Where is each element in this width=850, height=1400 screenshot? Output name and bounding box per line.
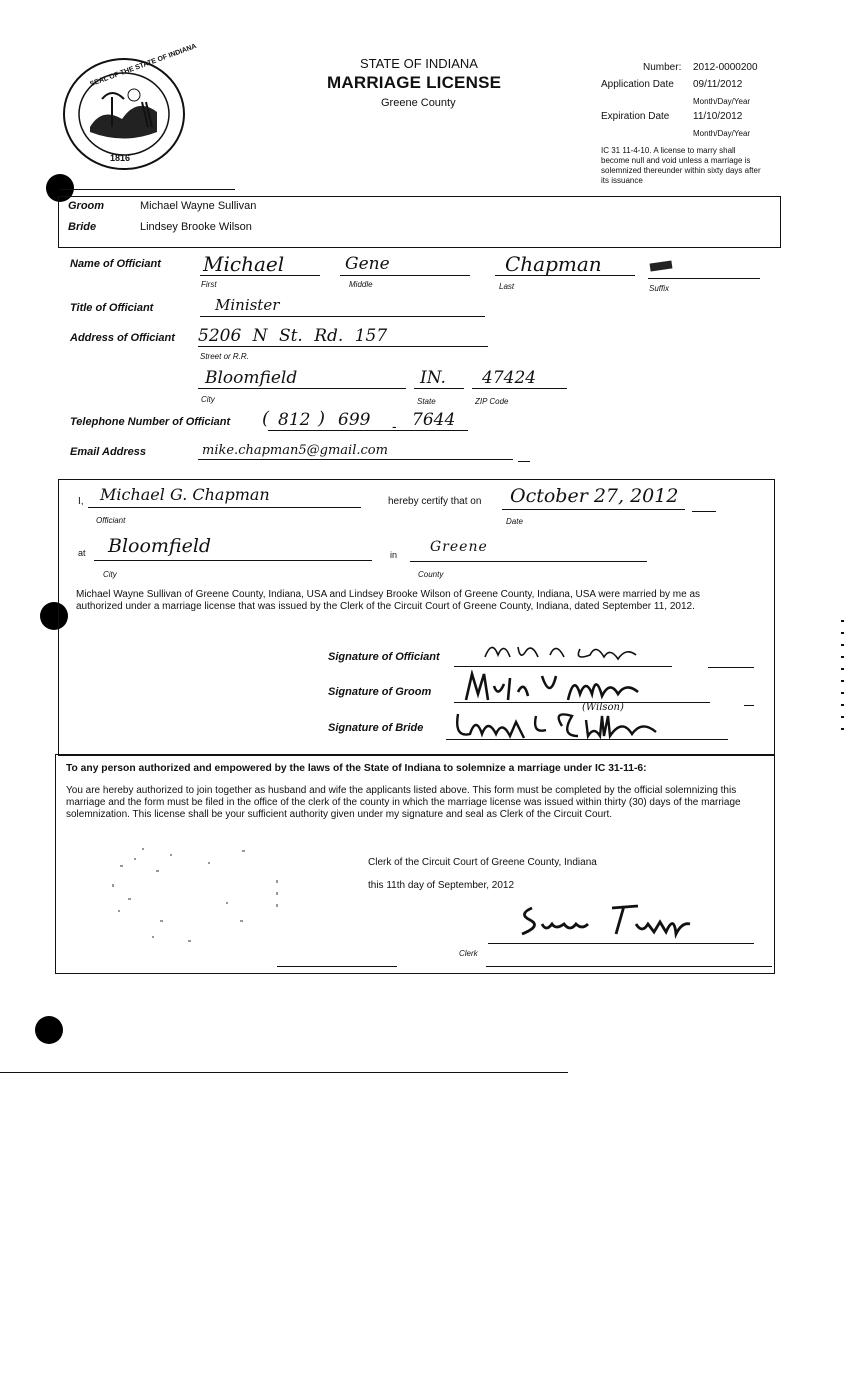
officiant-middle-name: Gene: [345, 254, 390, 274]
expiration-date: 11/10/2012: [693, 111, 743, 122]
officiant-street: 5206 N St. Rd. 157: [198, 326, 388, 346]
bride-signature: [452, 706, 667, 749]
clerk-line-2: this 11th day of September, 2012: [368, 880, 515, 891]
i-label: I,: [78, 496, 84, 507]
groom-label: Groom: [68, 200, 105, 212]
certify-text: hereby certify that on: [388, 496, 482, 507]
bride-note: (Wilson): [582, 702, 624, 713]
edge-marks: [841, 620, 844, 730]
officiant-state: IN.: [420, 368, 446, 388]
officiant-city: Bloomfield: [205, 368, 298, 388]
officiant-phone-area: 812: [278, 410, 311, 430]
state-heading: STATE OF INDIANA: [360, 56, 478, 71]
date-format-caption: Month/Day/Year: [693, 97, 751, 106]
officiant-email: mike.chapman5@gmail.com: [202, 443, 388, 458]
officiant-phone-label: Telephone Number of Officiant: [70, 416, 231, 428]
officiant-caption: Officiant: [96, 516, 126, 525]
application-date-label: Application Date: [601, 79, 674, 90]
officiant-name-label: Name of Officiant: [70, 258, 161, 270]
groom-signature-label: Signature of Groom: [328, 686, 432, 698]
page-title: MARRIAGE LICENSE: [327, 73, 502, 92]
clerk-caption: Clerk: [459, 949, 478, 958]
county-caption: County: [418, 570, 444, 579]
faint-clerk-seal: [100, 840, 300, 950]
seal-year: 1816: [110, 153, 131, 163]
in-label: in: [390, 550, 398, 560]
statute-note: IC 31 11-4-10. A license to marry shall become null and void unless a marriage is solemnized thereunder within sixty days after its issuance: [601, 146, 761, 185]
officiant-title: Minister: [215, 296, 280, 314]
officiant-first-name: Michael: [203, 252, 285, 276]
clerk-line-1: Clerk of the Circuit Court of Greene County, Indiana: [368, 857, 597, 868]
certifying-officiant: Michael G. Chapman: [100, 485, 270, 504]
phone-open-paren: (: [262, 408, 270, 429]
city-caption: City: [201, 395, 215, 404]
phone-close-paren: ): [318, 408, 326, 429]
officiant-phone-prefix: 699: [338, 410, 371, 430]
street-caption: Street or R.R.: [200, 352, 249, 361]
officiant-signature-label: Signature of Officiant: [328, 651, 440, 663]
suffix-scribble: [650, 261, 673, 272]
suffix-caption: Suffix: [649, 284, 670, 293]
seal-text: SEAL OF THE STATE OF INDIANA: [89, 42, 198, 89]
authorization-body: You are hereby authorized to join together as husband and wife the applicants listed above. This form must be completed by the official solemnizing this marriage and the form must be filed in the office of the clerk of the county in which the marriage license was issued within thirty (30) days of the marriage solemnization. This license shall be your sufficient authority given under my signature and seal as Clerk of the Circuit Court.: [66, 785, 741, 820]
bride-name: Lindsey Brooke Wilson: [140, 221, 252, 233]
middle-caption: Middle: [349, 280, 373, 289]
officiant-last-name: Chapman: [505, 252, 602, 276]
authorization-heading: To any person authorized and empowered by the laws of the State of Indiana to solemnize a marriage under IC 31-11-6:: [66, 763, 647, 774]
marriage-county: Greene: [430, 539, 488, 555]
county-heading: Greene County: [381, 97, 456, 109]
date-caption: Date: [506, 517, 523, 526]
license-number: 2012-0000200: [693, 62, 758, 73]
at-label: at: [78, 548, 86, 558]
zip-caption: ZIP Code: [475, 397, 509, 406]
city-caption: City: [103, 570, 117, 579]
application-date: 09/11/2012: [693, 79, 743, 90]
certificate-box: [58, 479, 775, 756]
bride-label: Bride: [68, 221, 97, 233]
number-label: Number:: [643, 62, 682, 73]
marriage-statement: Michael Wayne Sullivan of Greene County, Indiana, USA and Lindsey Brooke Wilson of Greene County, Indiana, USA were married by me as authorized under a marriage license that was issued by the Clerk of the Circuit Court of Greene County, Indiana, dated September 11, 2012.: [76, 589, 701, 612]
bride-signature-label: Signature of Bride: [328, 722, 424, 734]
marriage-city: Bloomfield: [108, 535, 212, 557]
punch-hole: [35, 1016, 63, 1044]
first-caption: First: [201, 280, 217, 289]
officiant-zip: 47424: [482, 368, 537, 388]
groom-name: Michael Wayne Sullivan: [140, 200, 257, 212]
officiant-address-label: Address of Officiant: [70, 332, 175, 344]
date-format-caption: Month/Day/Year: [693, 129, 751, 138]
phone-dash: -: [392, 418, 397, 434]
state-caption: State: [417, 397, 436, 406]
last-caption: Last: [499, 282, 515, 291]
marriage-date: October 27, 2012: [510, 485, 679, 507]
officiant-email-label: Email Address: [70, 446, 147, 458]
officiant-phone-line: 7644: [412, 410, 456, 430]
officiant-title-label: Title of Officiant: [70, 302, 154, 314]
clerk-signature: [516, 900, 696, 945]
expiration-date-label: Expiration Date: [601, 111, 670, 122]
